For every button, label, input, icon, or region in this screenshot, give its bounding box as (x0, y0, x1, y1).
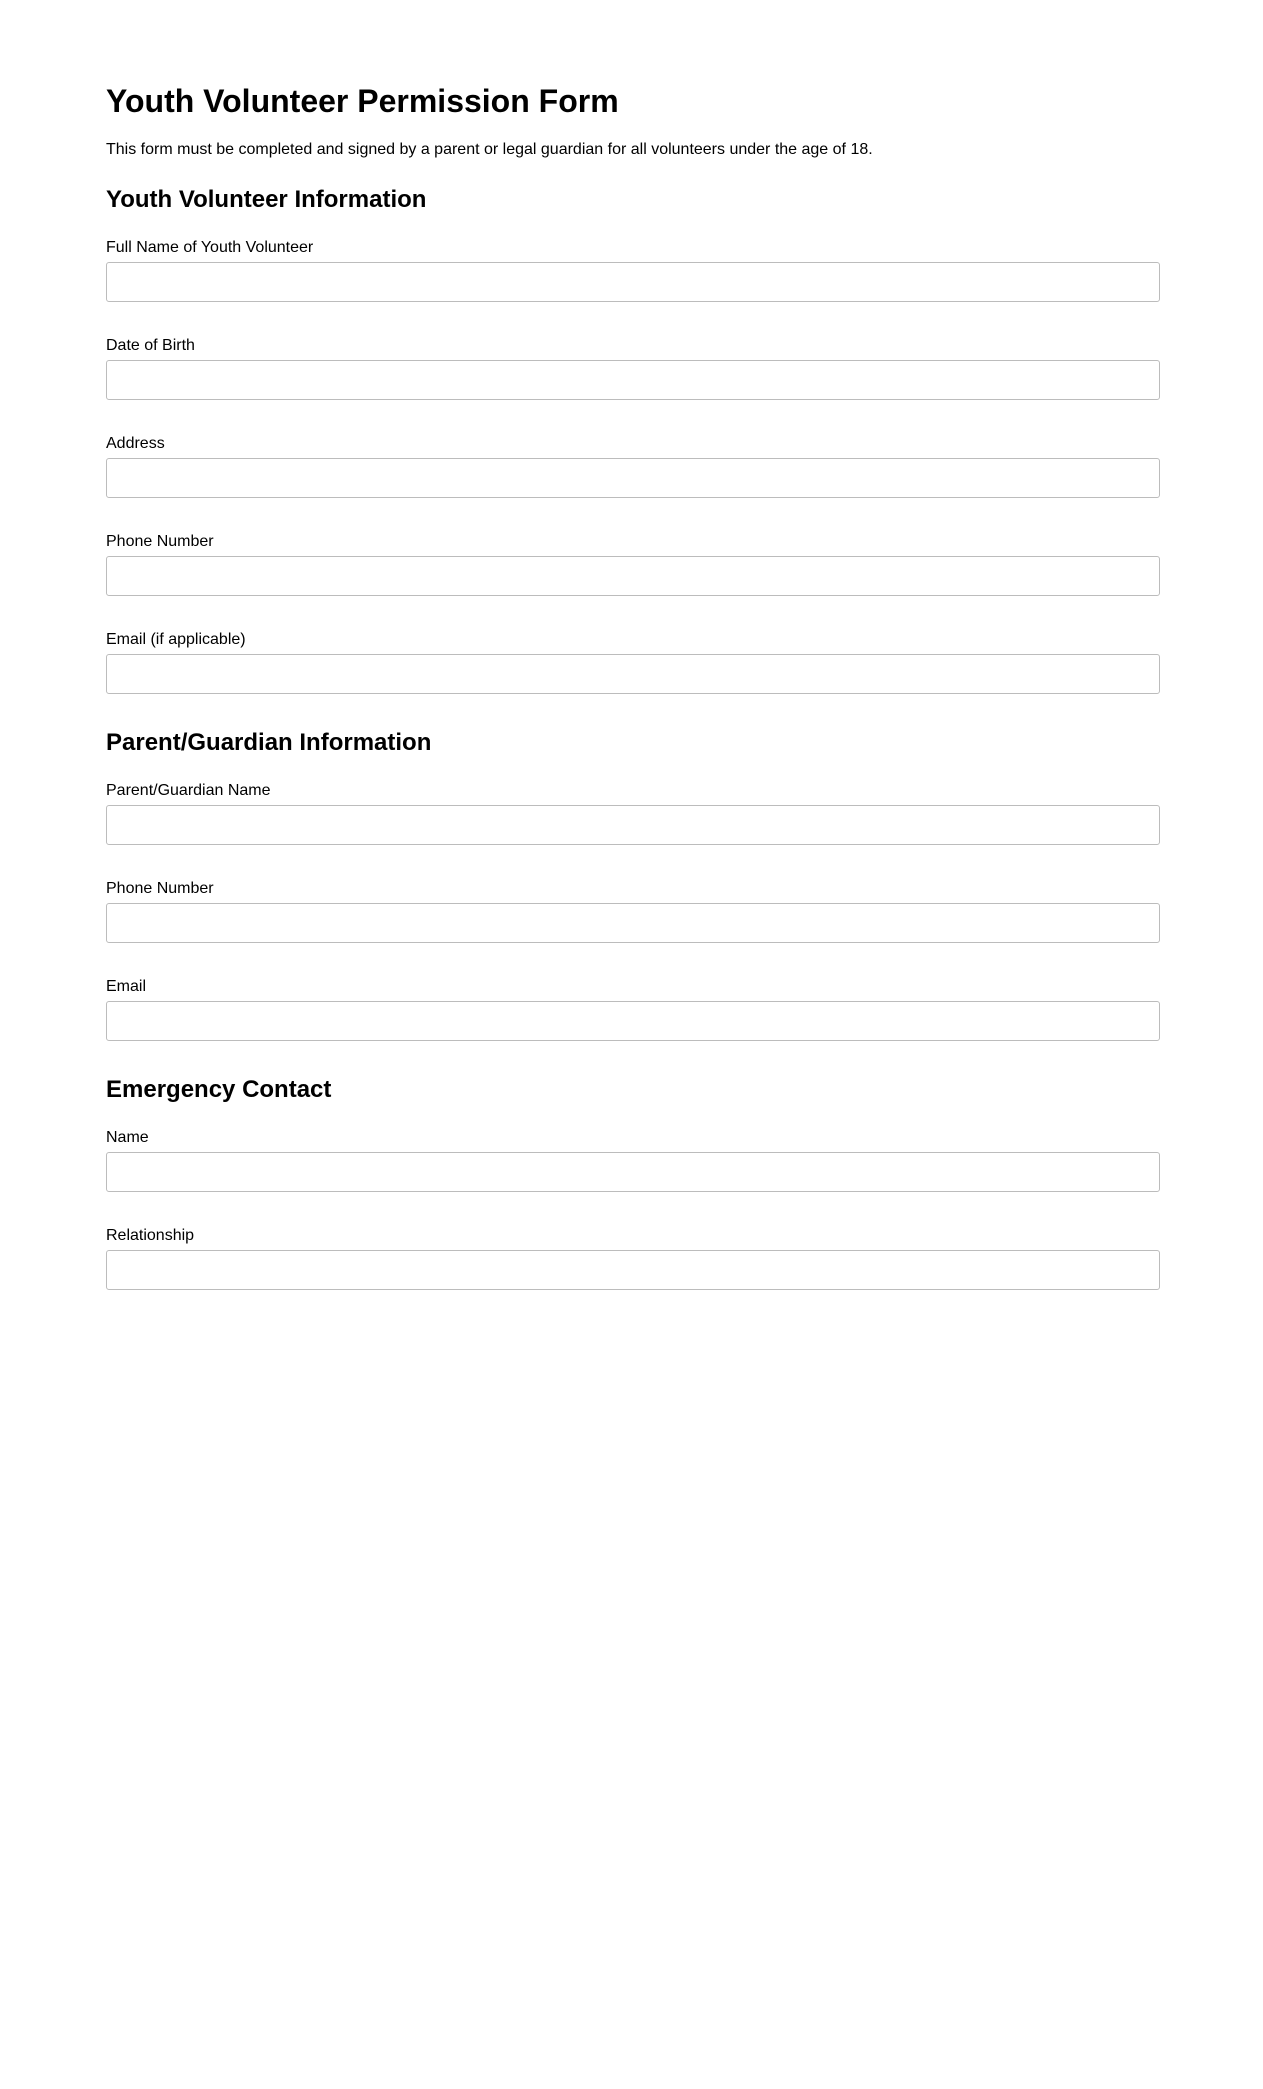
email-input[interactable] (106, 1001, 1160, 1041)
form-field (106, 1226, 1160, 1290)
full-name-of-youth-volunteer-label: Full Name of Youth Volunteer (106, 239, 314, 256)
email-label: Email (106, 978, 147, 995)
form-field (106, 336, 1160, 400)
section-heading: Parent/Guardian Information (106, 729, 432, 756)
date-of-birth-input[interactable] (106, 360, 1160, 400)
form-field (106, 879, 1160, 943)
form-field (106, 630, 1160, 694)
phone-number-label: Phone Number (106, 880, 214, 897)
email-if-applicable-input[interactable] (106, 654, 1160, 694)
phone-number-input[interactable] (106, 556, 1160, 596)
address-label: Address (106, 435, 165, 452)
name-label: Name (106, 1129, 149, 1146)
form-sections (106, 185, 1160, 1324)
section-heading: Emergency Contact (106, 1076, 332, 1103)
parent-guardian-name-label: Parent/Guardian Name (106, 782, 271, 799)
email-if-applicable-label: Email (if applicable) (106, 631, 246, 648)
parent-guardian-name-input[interactable] (106, 805, 1160, 845)
emergency-contact-section (106, 1075, 1160, 1290)
page-title: Youth Volunteer Permission Form (106, 83, 619, 119)
full-name-of-youth-volunteer-input[interactable] (106, 262, 1160, 302)
form-field (106, 781, 1160, 845)
form-field (106, 1128, 1160, 1192)
address-input[interactable] (106, 458, 1160, 498)
relationship-input[interactable] (106, 1250, 1160, 1290)
section-heading: Youth Volunteer Information (106, 186, 427, 213)
form-field (106, 238, 1160, 302)
form-intro: This form must be completed and signed by a parent or legal guardian for all volunteers under the age of 18. (106, 141, 873, 158)
phone-number-label: Phone Number (106, 533, 214, 550)
relationship-label: Relationship (106, 1227, 195, 1244)
phone-number-input[interactable] (106, 903, 1160, 943)
youth-volunteer-section (106, 185, 1160, 694)
parent-guardian-section (106, 728, 1160, 1041)
form-field (106, 532, 1160, 596)
form-field (106, 977, 1160, 1041)
form-field (106, 434, 1160, 498)
date-of-birth-label: Date of Birth (106, 337, 195, 354)
name-input[interactable] (106, 1152, 1160, 1192)
